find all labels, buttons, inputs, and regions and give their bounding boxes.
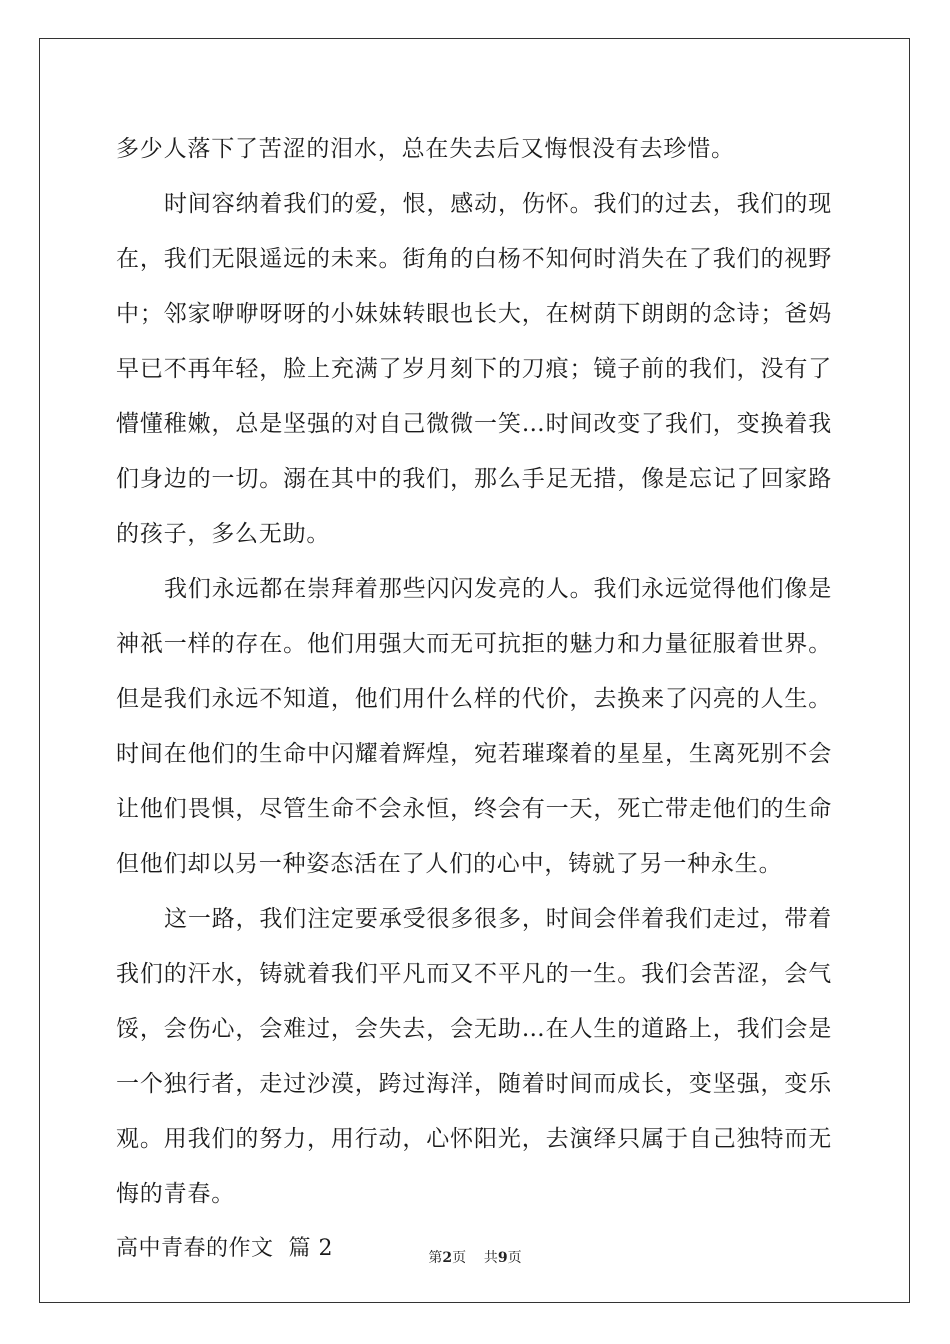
footer-suffix: 页: [507, 1250, 522, 1266]
footer-prefix: 第: [428, 1250, 443, 1266]
text-line: 我们的汗水，铸就着我们平凡而又不平凡的一生。我们会苦涩，会气: [116, 961, 832, 987]
text-line: 们身边的一切。溺在其中的我们，那么手足无措，像是忘记了回家路: [116, 466, 832, 492]
text-line: 但是我们永远不知道，他们用什么样的代价，去换来了闪亮的人生。: [116, 686, 832, 712]
text-line: 多少人落下了苦涩的泪水，总在失去后又悔恨没有去珍惜。: [116, 136, 735, 162]
text-line: 时间容纳着我们的爱，恨，感动，伤怀。我们的过去，我们的现: [164, 191, 832, 217]
text-line: 时间在他们的生命中闪耀着辉煌，宛若璀璨着的星星，生离死别不会: [116, 741, 832, 767]
text-line: 神祇一样的存在。他们用强大而无可抗拒的魅力和力量征服着世界。: [116, 631, 832, 657]
text-line: 早已不再年轻，脸上充满了岁月刻下的刀痕；镜子前的我们，没有了: [116, 356, 832, 382]
text-line: 让他们畏惧，尽管生命不会永恒，终会有一天，死亡带走他们的生命: [116, 796, 832, 822]
text-line: 观。用我们的努力，用行动，心怀阳光，去演绎只属于自己独特而无: [116, 1126, 832, 1152]
section-title: 高中青春的作文 篇 2: [116, 1236, 333, 1261]
text-line: 一个独行者，走过沙漠，跨过海洋，随着时间而成长，变坚强，变乐: [116, 1071, 832, 1097]
document-body: [116, 127, 832, 1282]
text-line: 但他们却以另一种姿态活在了人们的心中，铸就了另一种永生。: [116, 851, 783, 877]
text-line: 的孩子，多么无助。: [116, 521, 331, 547]
text-line: 中；邻家咿咿呀呀的小妹妹转眼也长大，在树荫下朗朗的念诗；爸妈: [116, 301, 832, 327]
page-footer: [0, 1247, 950, 1267]
text-line: 懵懂稚嫩，总是坚强的对自己微微一笑…时间改变了我们，变换着我: [116, 411, 832, 437]
text-line: 在，我们无限遥远的未来。街角的白杨不知何时消失在了我们的视野: [116, 246, 832, 272]
text-line: 馁，会伤心，会难过，会失去，会无助…在人生的道路上，我们会是: [116, 1016, 832, 1042]
text-line: 悔的青春。: [116, 1181, 235, 1207]
footer-page-number: 2: [442, 1250, 453, 1266]
footer-middle: 页 共: [452, 1250, 498, 1266]
text-line: 我们永远都在崇拜着那些闪闪发亮的人。我们永远觉得他们像是: [164, 576, 832, 602]
text-line: 这一路，我们注定要承受很多很多，时间会伴着我们走过，带着: [164, 906, 832, 932]
footer-total-pages: 9: [497, 1250, 508, 1266]
